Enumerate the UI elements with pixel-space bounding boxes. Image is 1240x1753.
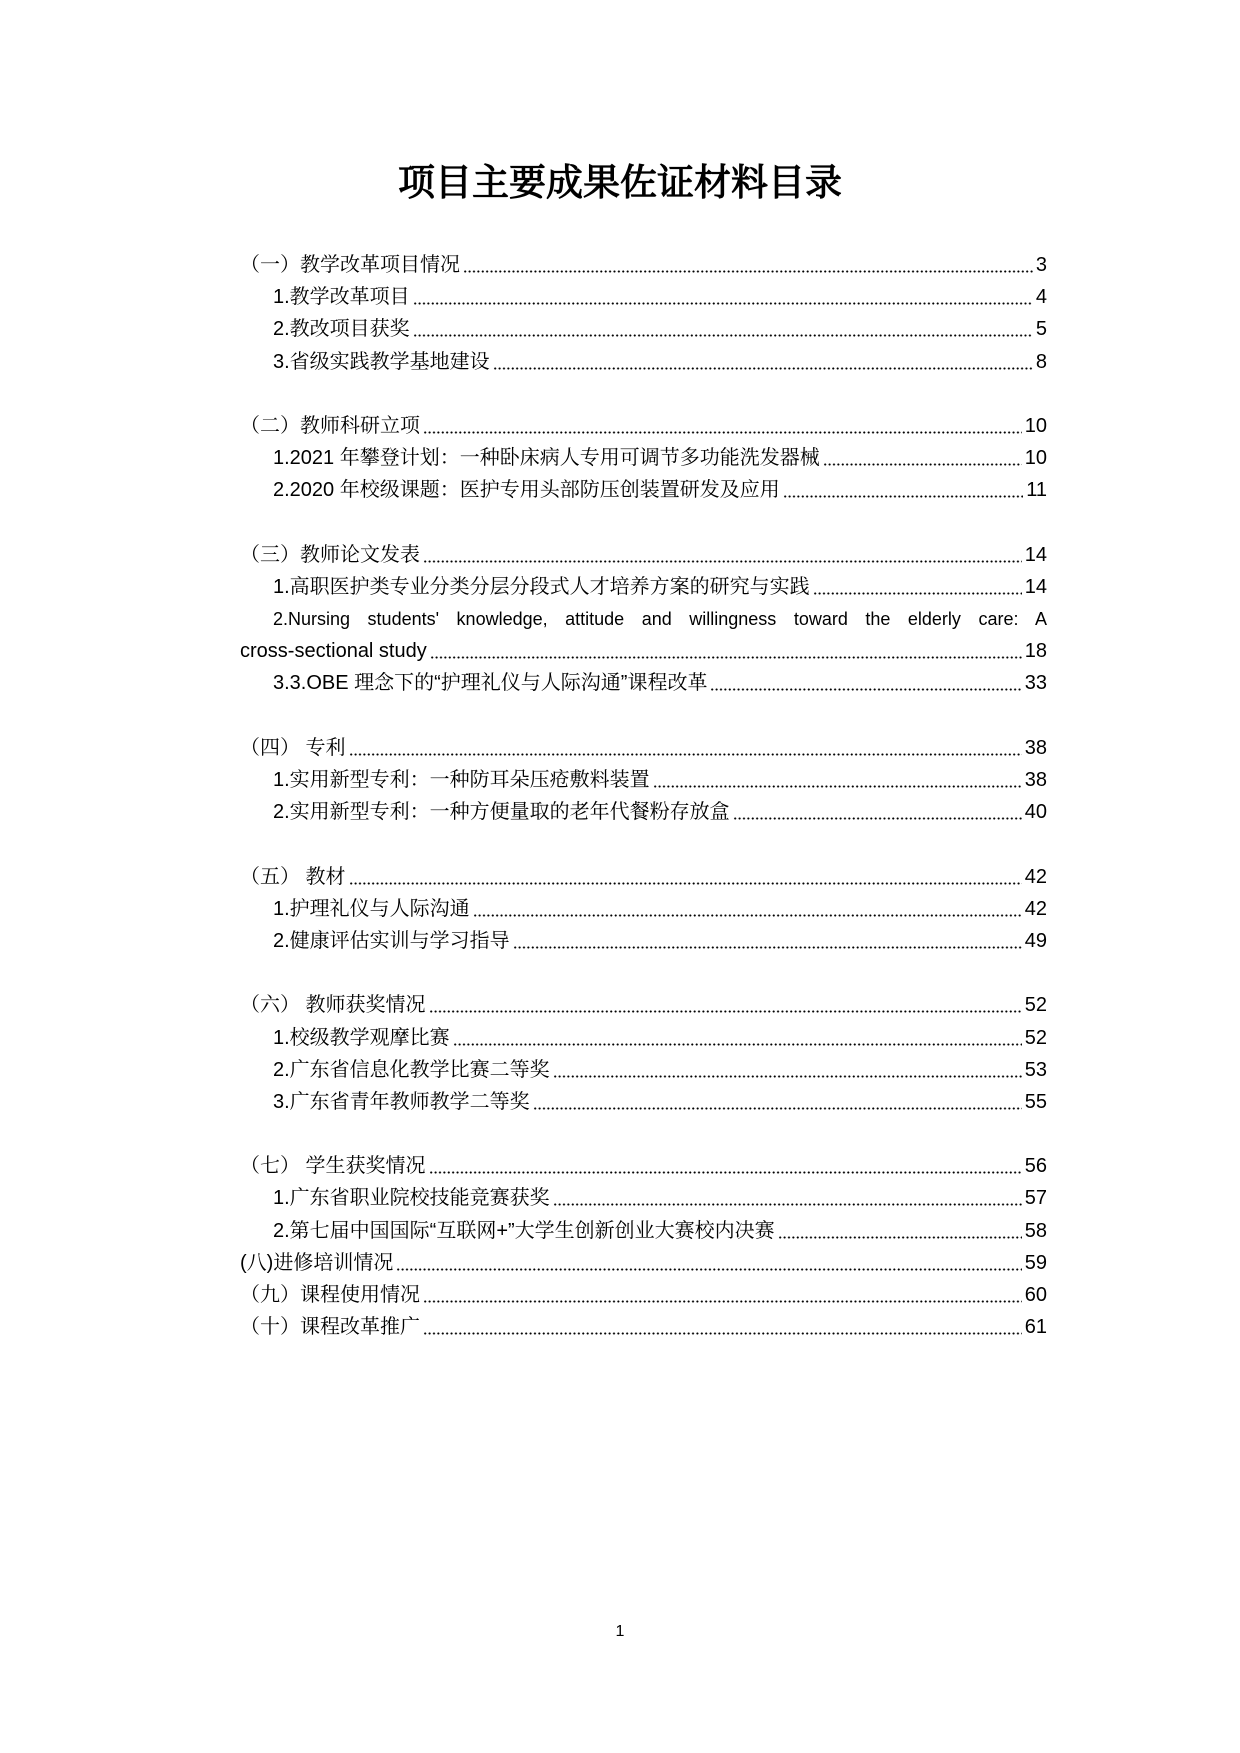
toc-section-heading <box>240 249 1047 281</box>
dot-leader <box>778 1215 1022 1247</box>
dot-leader <box>453 1022 1022 1054</box>
section-spacer <box>240 378 1047 410</box>
toc-sub-entry <box>240 893 1047 925</box>
page-number: 1 <box>615 1623 625 1640</box>
toc-sub-entry <box>240 667 1047 699</box>
toc-section-heading <box>240 861 1047 893</box>
dot-leader <box>493 346 1033 378</box>
dot-leader <box>423 1279 1022 1311</box>
toc-entry-label: 1.高职医护类专业分类分层分段式人才培养方案的研究与实践 <box>273 575 810 598</box>
toc-page-number: 4 <box>1035 286 1047 309</box>
toc-entry-label: 2.广东省信息化教学比赛二等奖 <box>273 1058 550 1081</box>
toc-page-number: 52 <box>1024 994 1047 1017</box>
toc-section-heading <box>240 732 1047 764</box>
toc-sub-entry <box>240 313 1047 345</box>
toc-sub-entry-continuation <box>240 635 1047 667</box>
dot-leader <box>423 410 1022 442</box>
toc-section-heading <box>240 1279 1047 1311</box>
toc-page-number: 58 <box>1024 1219 1047 1242</box>
toc-page-number: 49 <box>1024 929 1047 952</box>
toc-page-number: 61 <box>1024 1316 1047 1339</box>
toc-entry-label: 1.校级教学观摩比赛 <box>273 1026 450 1049</box>
table-of-contents <box>240 249 1047 1343</box>
toc-sub-entry-first-line <box>240 603 1047 635</box>
toc-entry-label: （九）课程使用情况 <box>240 1284 420 1306</box>
toc-page-number: 10 <box>1024 447 1047 470</box>
section-spacer <box>240 1118 1047 1150</box>
toc-entry-label: 2.第七届中国国际“互联网+”大学生创新创业大赛校内决赛 <box>273 1219 775 1242</box>
section-spacer <box>240 700 1047 732</box>
toc-entry-label-continuation: cross-sectional study <box>240 640 427 663</box>
toc-page-number: 52 <box>1024 1026 1047 1049</box>
dot-leader <box>653 764 1022 796</box>
toc-entry-label: 3.3.OBE 理念下的“护理礼仪与人际沟通”课程改革 <box>273 672 708 695</box>
toc-entry-label: （二）教师科研立项 <box>240 414 420 437</box>
toc-entry-label: （十）课程改革推广 <box>240 1316 420 1339</box>
dot-leader <box>473 893 1022 925</box>
toc-section-heading <box>240 1247 1047 1279</box>
dot-leader <box>823 442 1022 474</box>
dot-leader <box>733 796 1022 828</box>
toc-entry-label: 1.实用新型专利：一种防耳朵压疮敷料装置 <box>273 769 650 791</box>
toc-entry-label: （三）教师论文发表 <box>240 543 420 566</box>
toc-sub-entry <box>240 1182 1047 1214</box>
toc-sub-entry <box>240 474 1047 506</box>
toc-entry-label: 3.省级实践教学基地建设 <box>273 350 490 373</box>
toc-page-number: 56 <box>1024 1155 1047 1178</box>
toc-section-heading <box>240 539 1047 571</box>
toc-page-number: 59 <box>1024 1251 1047 1274</box>
toc-page-number: 5 <box>1035 318 1047 341</box>
toc-entry-label: 2.实用新型专利：一种方便量取的老年代餐粉存放盒 <box>273 801 730 824</box>
dot-leader <box>349 732 1022 764</box>
toc-sub-entry <box>240 925 1047 957</box>
toc-entry-label: （五） 教材 <box>240 865 346 888</box>
page-title: 项目主要成果佐证材料目录 <box>398 161 842 204</box>
section-spacer <box>240 828 1047 860</box>
toc-sub-entry <box>240 1054 1047 1086</box>
toc-page-number: 38 <box>1024 736 1047 759</box>
toc-sub-entry <box>240 346 1047 378</box>
toc-section-heading <box>240 1150 1047 1182</box>
toc-page-number: 14 <box>1024 543 1047 566</box>
dot-leader <box>423 1311 1022 1343</box>
toc-page-number: 42 <box>1024 865 1047 888</box>
toc-sub-entry <box>240 1022 1047 1054</box>
dot-leader <box>533 1086 1022 1118</box>
toc-page-number: 57 <box>1024 1187 1047 1210</box>
toc-entry-label: 2.教改项目获奖 <box>273 318 410 341</box>
toc-entry-label: (八)进修培训情况 <box>240 1251 394 1274</box>
toc-page-number: 40 <box>1024 801 1047 824</box>
toc-page-number: 42 <box>1024 897 1047 920</box>
dot-leader <box>349 861 1022 893</box>
toc-entry-label: 1.护理礼仪与人际沟通 <box>273 897 470 920</box>
toc-sub-entry <box>240 1086 1047 1118</box>
toc-entry-label: （六） 教师获奖情况 <box>240 994 426 1017</box>
toc-page-number: 60 <box>1024 1284 1047 1306</box>
toc-entry-label: 2.2020 年校级课题：医护专用头部防压创装置研发及应用 <box>273 479 780 502</box>
toc-sub-entry <box>240 1215 1047 1247</box>
toc-sub-entry <box>240 796 1047 828</box>
dot-leader <box>429 989 1022 1021</box>
dot-leader <box>413 313 1033 345</box>
toc-sub-entry <box>240 281 1047 313</box>
dot-leader <box>430 635 1022 667</box>
toc-entry-label: （四） 专利 <box>240 736 346 759</box>
dot-leader <box>463 249 1033 281</box>
toc-entry-label: 1.广东省职业院校技能竞赛获奖 <box>273 1187 550 1210</box>
dot-leader <box>396 1247 1021 1279</box>
toc-page-number: 33 <box>1024 672 1047 695</box>
section-spacer <box>240 957 1047 989</box>
toc-sub-entry <box>240 764 1047 796</box>
toc-entry-label: 3.广东省青年教师教学二等奖 <box>273 1090 530 1113</box>
toc-page-number: 14 <box>1024 575 1047 598</box>
dot-leader <box>429 1150 1022 1182</box>
toc-sub-entry <box>240 442 1047 474</box>
toc-entry-label: 2.Nursing students' knowledge, attitude and willingness toward the elderly care: A <box>273 609 1047 630</box>
dot-leader <box>710 667 1021 699</box>
toc-page-number: 11 <box>1026 479 1047 502</box>
toc-page-number: 55 <box>1024 1090 1047 1113</box>
toc-page-number: 8 <box>1035 350 1047 373</box>
toc-section-heading <box>240 989 1047 1021</box>
dot-leader <box>553 1182 1022 1214</box>
dot-leader <box>553 1054 1022 1086</box>
dot-leader <box>413 281 1033 313</box>
toc-entry-label: 1.2021 年攀登计划：一种卧床病人专用可调节多功能洗发器械 <box>273 447 820 470</box>
toc-entry-label: （七） 学生获奖情况 <box>240 1155 426 1178</box>
toc-section-heading <box>240 1311 1047 1343</box>
dot-leader <box>423 539 1022 571</box>
dot-leader <box>783 474 1024 506</box>
toc-page-number: 18 <box>1024 640 1047 663</box>
toc-entry-label: （一）教学改革项目情况 <box>240 254 460 276</box>
toc-page-number: 3 <box>1035 254 1047 276</box>
toc-page-number: 38 <box>1024 769 1047 791</box>
toc-entry-label: 1.教学改革项目 <box>273 286 410 309</box>
toc-page-number: 10 <box>1024 414 1047 437</box>
dot-leader <box>513 925 1022 957</box>
toc-page-number: 53 <box>1024 1058 1047 1081</box>
toc-section-heading <box>240 410 1047 442</box>
toc-sub-entry <box>240 571 1047 603</box>
dot-leader <box>813 571 1022 603</box>
section-spacer <box>240 507 1047 539</box>
toc-entry-label: 2.健康评估实训与学习指导 <box>273 929 510 952</box>
